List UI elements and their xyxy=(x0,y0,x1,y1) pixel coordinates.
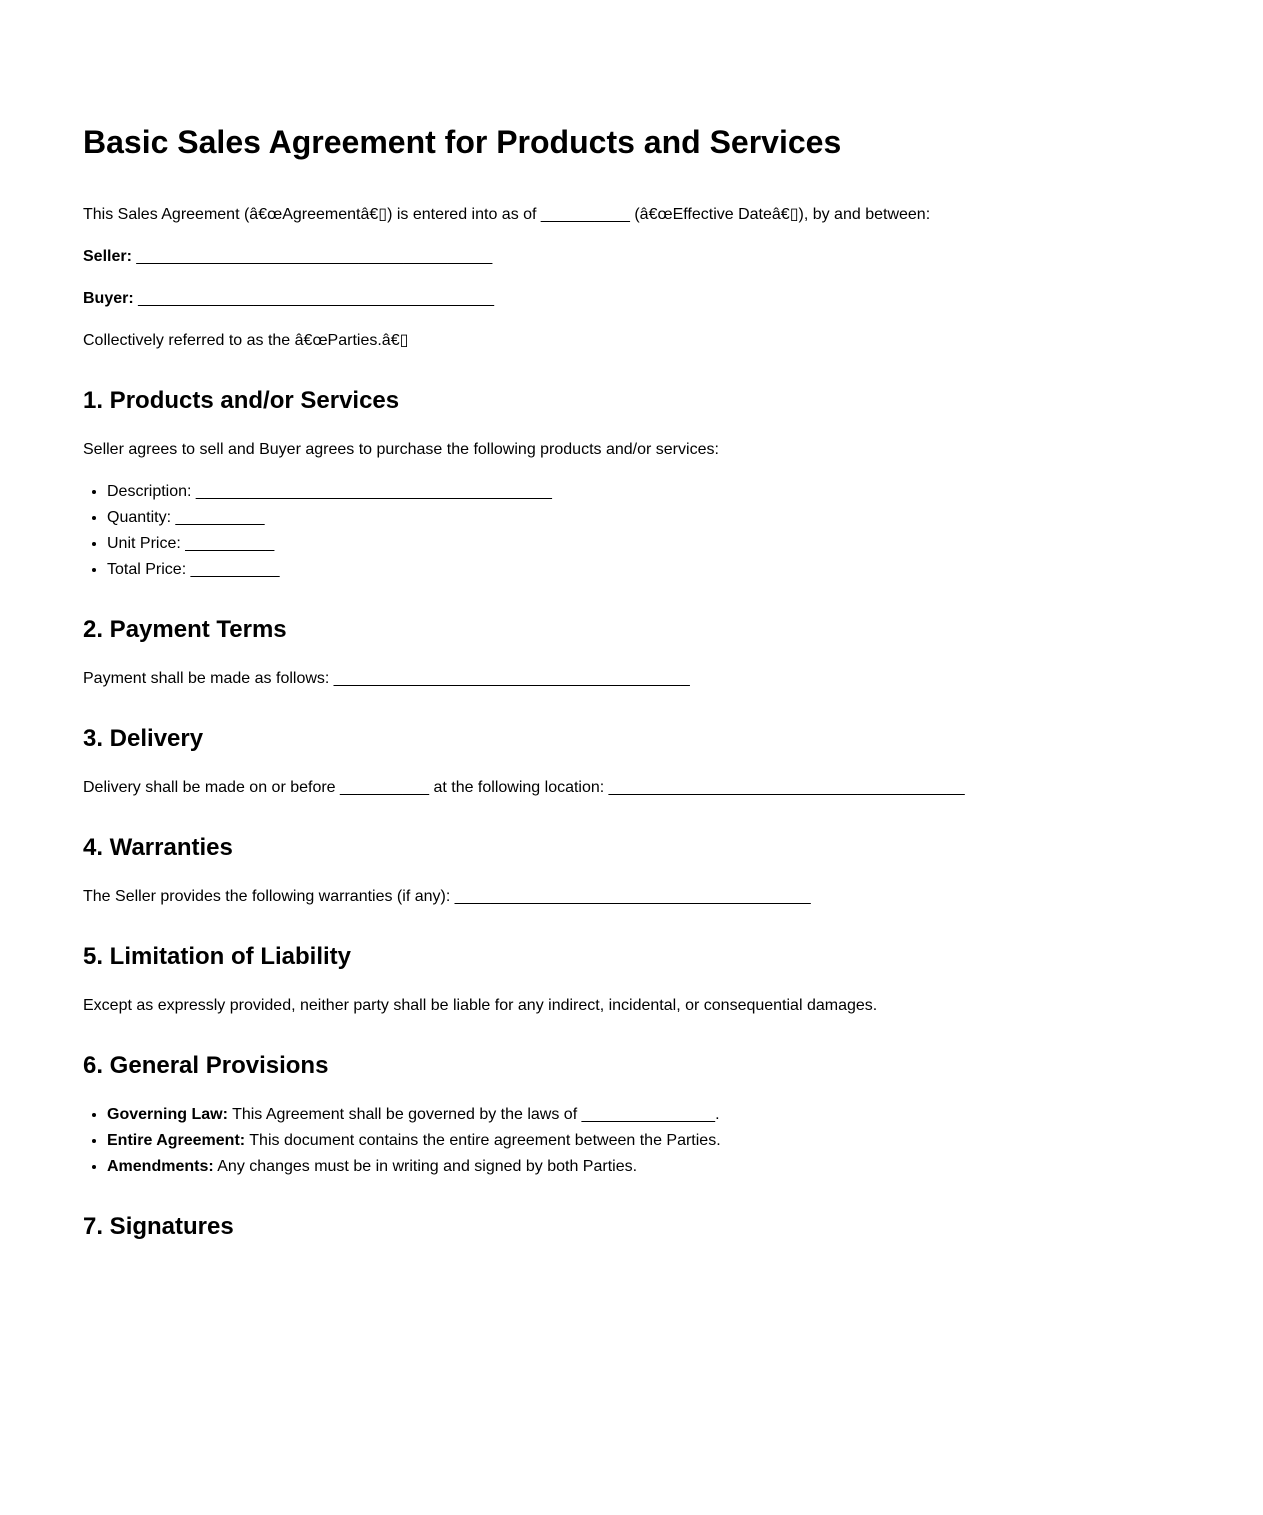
amendments-text: Any changes must be in writing and signed by both Parties. xyxy=(213,1158,638,1175)
section-heading-delivery: 3. Delivery xyxy=(83,725,204,752)
limitation-paragraph: Except as expressly provided, neither party shall be liable for any indirect, incidental, or consequential damages. xyxy=(83,997,878,1014)
section-limitation-liability xyxy=(83,937,1180,1019)
buyer-label: Buyer: xyxy=(83,290,134,307)
governing-law-label: Governing Law: xyxy=(107,1106,228,1123)
buyer-line xyxy=(83,286,1180,312)
section-heading-signatures: 7. Signatures xyxy=(83,1213,234,1240)
entire-agreement-label: Entire Agreement: xyxy=(107,1132,246,1149)
section-heading-general: 6. General Provisions xyxy=(83,1052,329,1079)
section-heading-payment: 2. Payment Terms xyxy=(83,616,287,643)
parties-collective-line: Collectively referred to as the â€œParties.â€▯ xyxy=(83,332,409,349)
delivery-paragraph: Delivery shall be made on or before __________ at the following location: ________________________________________ xyxy=(83,779,965,796)
list-item-entire-agreement xyxy=(107,1128,1180,1154)
section-heading-products: 1. Products and/or Services xyxy=(83,387,400,414)
buyer-blank-line: ________________________________________ xyxy=(133,290,495,307)
section-heading-limitation: 5. Limitation of Liability xyxy=(83,943,352,970)
general-provisions-list xyxy=(83,1102,1180,1180)
section-products-services xyxy=(83,381,1180,583)
section-payment-terms xyxy=(83,610,1180,692)
section-general-provisions xyxy=(83,1046,1180,1180)
list-item-quantity: • Quantity: __________ xyxy=(107,505,1180,531)
governing-law-text: This Agreement shall be governed by the laws of _______________. xyxy=(227,1106,720,1123)
section-signatures xyxy=(83,1207,1180,1246)
seller-label: Seller: xyxy=(83,248,132,265)
warranties-paragraph: The Seller provides the following warranties (if any): ________________________________________ xyxy=(83,888,811,905)
payment-paragraph: Payment shall be made as follows: ________________________________________ xyxy=(83,670,690,687)
list-item-description: • Description: ________________________________________ xyxy=(107,479,1180,505)
seller-line xyxy=(83,244,1180,270)
products-bullet-list xyxy=(83,479,1180,583)
list-item-total-price: • Total Price: __________ xyxy=(107,557,1180,583)
list-item-governing-law xyxy=(107,1102,1180,1128)
amendments-label: Amendments: xyxy=(107,1158,214,1175)
entire-agreement-text: This document contains the entire agreement between the Parties. xyxy=(245,1132,721,1149)
document-title: Basic Sales Agreement for Products and Services xyxy=(83,124,842,160)
section-warranties xyxy=(83,828,1180,910)
section-delivery xyxy=(83,719,1180,801)
products-lead-paragraph: Seller agrees to sell and Buyer agrees to purchase the following products and/or services: xyxy=(83,441,719,458)
section-heading-warranties: 4. Warranties xyxy=(83,834,233,861)
intro-paragraph: This Sales Agreement (â€œAgreementâ€▯) is entered into as of __________ (â€œEffective Dateâ€▯), by and between: xyxy=(83,206,931,223)
list-item-amendments xyxy=(107,1154,1180,1180)
seller-blank-line: ________________________________________ xyxy=(131,248,493,265)
list-item-unit-price: • Unit Price: __________ xyxy=(107,531,1180,557)
